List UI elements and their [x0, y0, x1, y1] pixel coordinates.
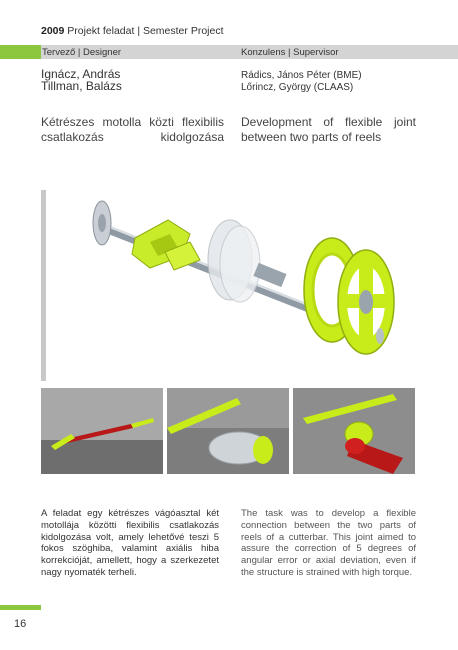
image-side-bar [41, 190, 46, 381]
supervisor-name: Rádics, János Péter (BME) [241, 70, 362, 81]
joint-render-image [50, 190, 420, 381]
footer-accent-bar [0, 605, 41, 610]
supervisor-label: Konzulens | Supervisor [241, 47, 339, 58]
description-hungarian: A feladat egy kétrészes vágóasztal két motollája közötti flexibilis csatlakozás kidolgozása volt, amely lehetővé teszi 5 fokos szöghiba, valamint axiális hiba korrekcióját, amellett, hogy a szerkezetet nagy nyomaték terheli. [41, 508, 219, 578]
page-number: 16 [14, 618, 27, 630]
page-header [41, 25, 224, 37]
designer-name: Ignácz, András [41, 67, 121, 81]
thumbnail-image [293, 388, 415, 474]
designer-names [41, 68, 122, 92]
accent-bar [0, 45, 41, 59]
description-english: The task was to develop a flexible connection between the two parts of reels of a cutterbar. This joint aimed to assure the correction of 5 degrees of angular error or axial deviation, even if the structure is strained with high torque. [241, 508, 416, 578]
supervisor-name: Lőrincz, György (CLAAS) [241, 82, 354, 93]
thumbnail-image [167, 388, 289, 474]
thumbnail-image [41, 388, 163, 474]
designer-name: Tillman, Balázs [41, 79, 122, 93]
title-english: Development of flexible joint between two parts of reels [241, 115, 416, 144]
supervisor-names [241, 70, 362, 94]
title-hungarian: Kétrészes motolla közti flexibilis csatlakozás kidolgozása [41, 115, 224, 144]
header-title: Projekt feladat | Semester Project [67, 25, 224, 37]
designer-label: Tervező | Designer [42, 47, 122, 58]
header-year: 2009 [41, 25, 65, 37]
